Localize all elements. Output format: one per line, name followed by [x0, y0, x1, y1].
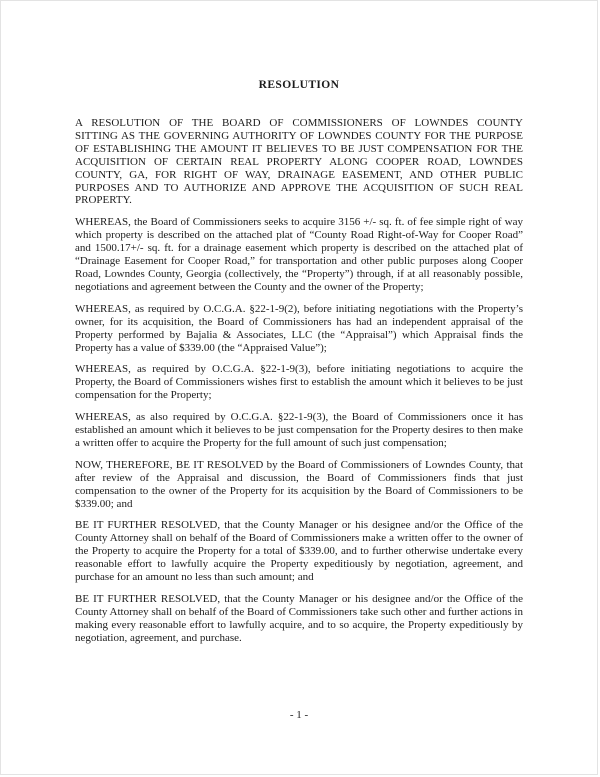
- paragraph-whereas-2: WHEREAS, as required by O.C.G.A. §22-1-9(2), before initiating negotiations with the Property’s owner, for its acquisition, the Board of Commissioners has had an independent appraisal of the Property performed by Bajalia & Associates, LLC (the “Appraisal”) which Appraisal finds the Property has a value of $339.00 (the “Appraised Value”);: [75, 302, 523, 354]
- page-number: - 1 -: [289, 709, 309, 721]
- document-title: RESOLUTION: [258, 79, 340, 91]
- paragraph-whereas-4: WHEREAS, as also required by O.C.G.A. §22-1-9(3), the Board of Commissioners once it has established an amount which it believes to be just compensation for the Property desires to then make a written offer to acquire the Property for the full amount of such just compensation;: [75, 411, 523, 449]
- paragraph-preamble: A RESOLUTION OF THE BOARD OF COMMISSIONERS OF LOWNDES COUNTY SITTING AS THE GOVERNING AUTHORITY OF LOWNDES COUNTY FOR THE PURPOSE OF ESTABLISHING THE AMOUNT IT BELIEVES TO BE JUST COMPENSATION FOR THE ACQUISITION OF CERTAIN REAL PROPERTY ALONG COOPER ROAD, LOWNDES COUNTY, GA, FOR RIGHT OF WAY, DRAINAGE EASEMENT, AND OTHER PUBLIC PURPOSES AND TO AUTHORIZE AND APPROVE THE ACQUISITION OF SUCH REAL PROPERTY.: [75, 117, 523, 207]
- paragraph-whereas-3: WHEREAS, as required by O.C.G.A. §22-1-9(3), before initiating negotiations to acquire the Property, the Board of Commissioners wishes first to establish the amount which it believes to be just compensation for the Property;: [75, 363, 523, 402]
- document-content: [1, 1, 597, 645]
- paragraph-whereas-1: WHEREAS, the Board of Commissioners seeks to acquire 3156 +/- sq. ft. of fee simple right of way which property is described on the attached plat of “County Road Right-of-Way for Cooper Road” and 1500.17+/- sq. ft. for a drainage easement which property is described on the attached plat of “Drainage Easement for Cooper Road,” for transportation and other public purposes along Cooper Road, Lowndes County, Georgia (collectively, the “Property”) through, if at all reasonably possible, negotiations and agreement between the County and the owner of the Property;: [75, 216, 523, 293]
- paragraph-further-resolved-1: BE IT FURTHER RESOLVED, that the County Manager or his designee and/or the Office of the County Attorney shall on behalf of the Board of Commissioners make a written offer to the owner of the Property to acquire the Property for a total of $339.00, and to further otherwise undertake every reasonable effort to lawfully acquire the Property expeditiously by negotiation, agreement, and purchase for an amount no less than such amount; and: [75, 519, 523, 584]
- paragraph-further-resolved-2: BE IT FURTHER RESOLVED, that the County Manager or his designee and/or the Office of the County Attorney shall on behalf of the Board of Commissioners take such other and further actions in making every reasonable effort to lawfully acquire, and to so acquire, the Property expeditiously by negotiation, agreement, and purchase.: [75, 593, 523, 644]
- paragraph-resolved: NOW, THEREFORE, BE IT RESOLVED by the Board of Commissioners of Lowndes County, that after review of the Appraisal and discussion, the Board of Commissioners finds that just compensation to the owner of the Property for its acquisition by the Board of Commissioners to be $339.00; and: [75, 458, 523, 510]
